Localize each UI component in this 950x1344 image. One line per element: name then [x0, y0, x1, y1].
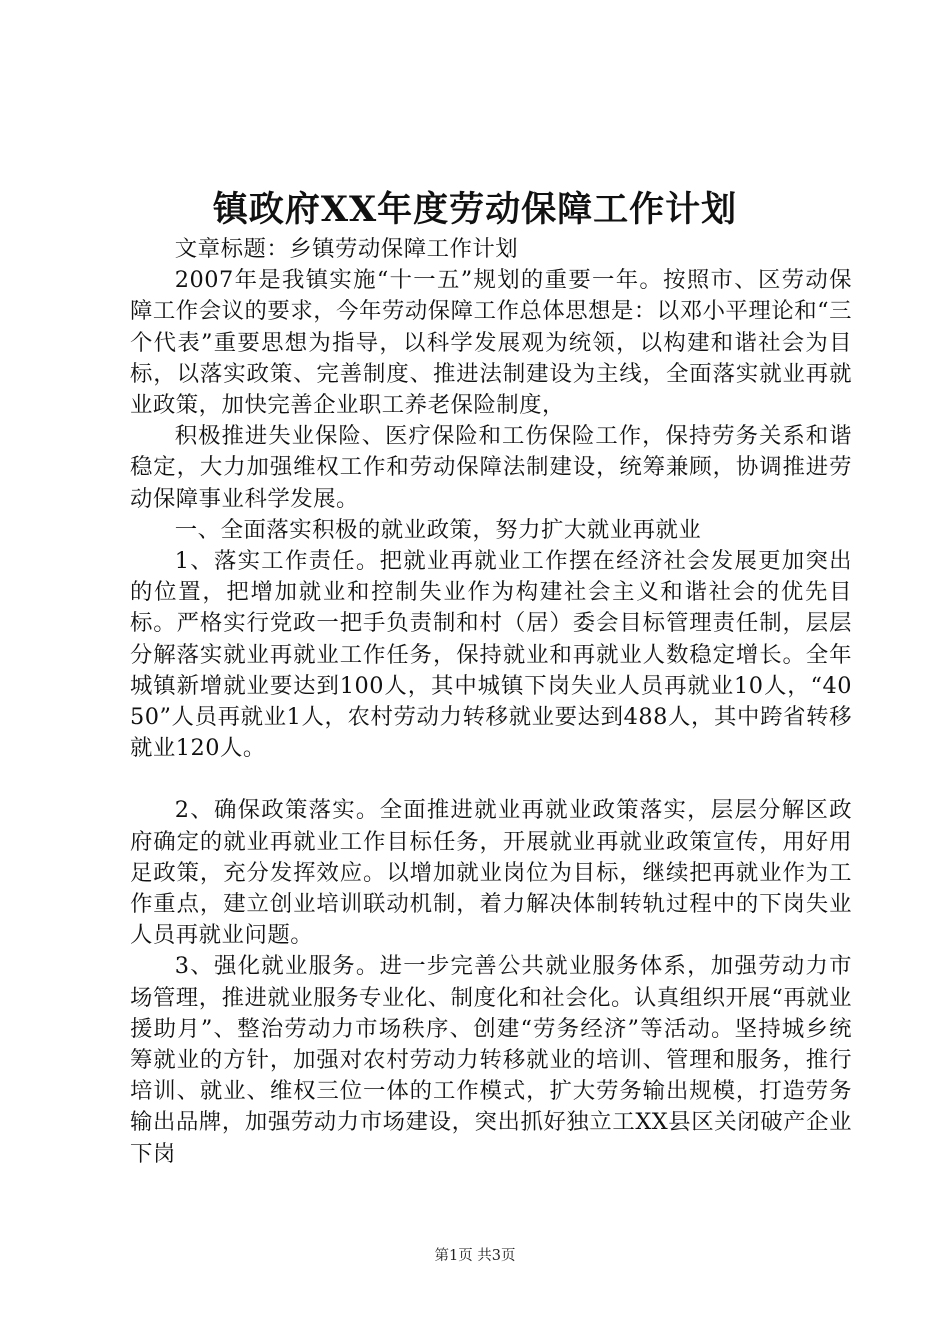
- paragraph-spacer: [130, 764, 852, 795]
- paragraph-item-2: 2、确保政策落实。全面推进就业再就业政策落实，层层分解区政府确定的就业再就业工作目标任务，开展就业再就业政策宣传，用好用足政策，充分发挥效应。以增加就业岗位为目标，继续把再就业作为工作重点，建立创业培训联动机制，着力解决体制转轨过程中的下岗失业人员再就业问题。: [130, 797, 852, 949]
- page-footer: 第1页 共3页: [434, 1248, 516, 1264]
- document-body: [130, 234, 852, 1170]
- paragraph-intro: 2007年是我镇实施“十一五”规划的重要一年。按照市、区劳动保障工作会议的要求，今年劳动保障工作总体思想是：以邓小平理论和“三个代表”重要思想为指导，以科学发展观为统领，以构建和谐社会为目标，以落实政策、完善制度、推进法制建设为主线，全面落实就业再就业政策，加快完善企业职工养老保险制度，: [130, 267, 852, 419]
- paragraph-item-3: 3、强化就业服务。进一步完善公共就业服务体系，加强劳动力市场管理，推进就业服务专业化、制度化和社会化。认真组织开展“再就业援助月”、整治劳动力市场秩序、创建“劳务经济”等活动。坚持城乡统筹就业的方针，加强对农村劳动力转移就业的培训、管理和服务，推行培训、就业、维权三位一体的工作模式，扩大劳务输出规模，打造劳务输出品牌，加强劳动力市场建设，突出抓好独立工XX县区关闭破产企业下岗: [130, 953, 852, 1167]
- paragraph-item-1: 1、落实工作责任。把就业再就业工作摆在经济社会发展更加突出的位置，把增加就业和控制失业作为构建社会主义和谐社会的优先目标。严格实行党政一把手负责制和村（居）委会目标管理责任制，层层分解落实就业再就业工作任务，保持就业和再就业人数稳定增长。全年城镇新增就业要达到100人，其中城镇下岗失业人员再就业10人，“4050”人员再就业1人，农村劳动力转移就业要达到488人，其中跨省转移就业120人。: [130, 548, 852, 762]
- article-title-line: 文章标题：乡镇劳动保障工作计划: [174, 236, 519, 262]
- document-title: 镇政府XX年度劳动保障工作计划: [212, 189, 738, 230]
- section-heading-1: 一、全面落实积极的就业政策，努力扩大就业再就业: [174, 516, 702, 543]
- paragraph-continuation: 积极推进失业保险、医疗保险和工伤保险工作，保持劳务关系和谐稳定，大力加强维权工作和劳动保障法制建设，统筹兼顾，协调推进劳动保障事业科学发展。: [130, 423, 852, 512]
